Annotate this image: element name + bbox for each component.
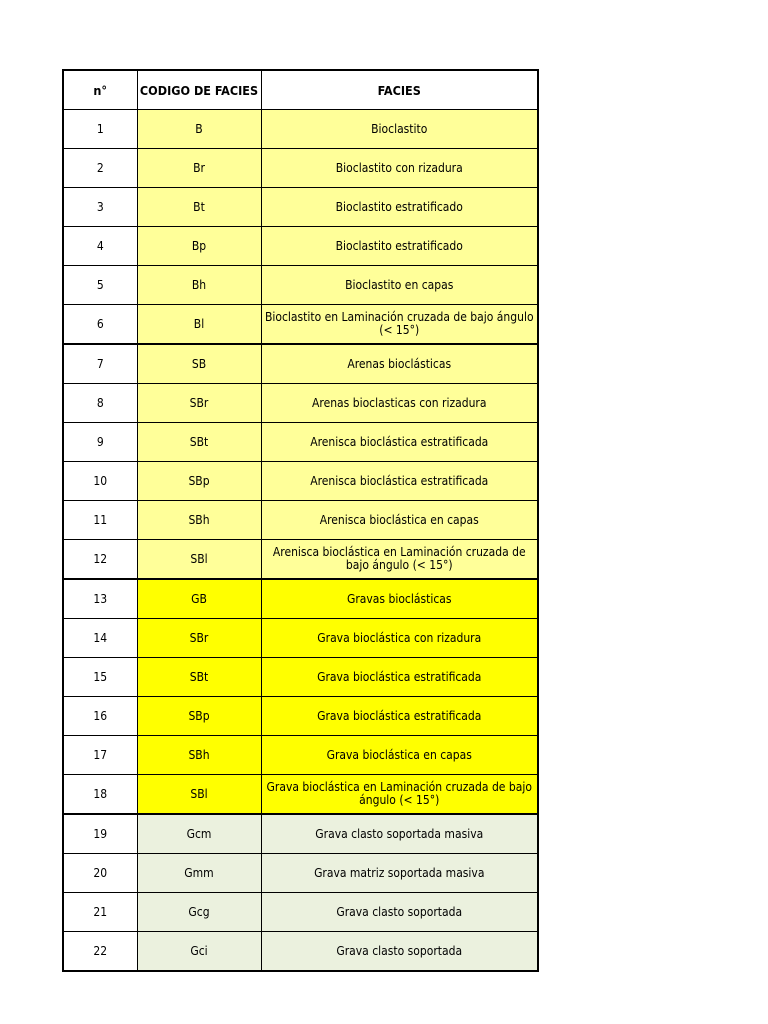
- row-number: 14: [63, 619, 137, 658]
- row-number: 19: [63, 814, 137, 854]
- row-number: 22: [63, 932, 137, 972]
- table-row: [63, 854, 538, 893]
- row-facies-code: Bl: [137, 305, 261, 345]
- row-facies-code: SBp: [137, 697, 261, 736]
- row-number: 16: [63, 697, 137, 736]
- row-number: 4: [63, 227, 137, 266]
- row-facies-name: Bioclastito en capas: [261, 266, 538, 305]
- row-facies-code: SBh: [137, 501, 261, 540]
- row-facies-name: Bioclastito estratificado: [261, 188, 538, 227]
- row-facies-code: Bp: [137, 227, 261, 266]
- table-row: [63, 775, 538, 815]
- row-facies-name: Bioclastito con rizadura: [261, 149, 538, 188]
- row-facies-code: Gci: [137, 932, 261, 972]
- row-facies-code: Bt: [137, 188, 261, 227]
- table-row: [63, 501, 538, 540]
- row-number: 1: [63, 110, 137, 149]
- row-facies-code: SBl: [137, 540, 261, 580]
- row-number: 13: [63, 579, 137, 619]
- table-row: [63, 462, 538, 501]
- row-number: 3: [63, 188, 137, 227]
- row-facies-code: Bh: [137, 266, 261, 305]
- row-facies-code: Br: [137, 149, 261, 188]
- row-number: 18: [63, 775, 137, 815]
- table-row: [63, 423, 538, 462]
- header-number: n°: [63, 70, 137, 110]
- row-facies-name: Grava matriz soportada masiva: [261, 854, 538, 893]
- row-number: 12: [63, 540, 137, 580]
- row-facies-name: Arenisca bioclástica estratificada: [261, 462, 538, 501]
- row-number: 7: [63, 344, 137, 384]
- row-number: 10: [63, 462, 137, 501]
- row-facies-name: Grava bioclástica con rizadura: [261, 619, 538, 658]
- row-facies-name: Gravas bioclásticas: [261, 579, 538, 619]
- row-facies-code: Gmm: [137, 854, 261, 893]
- row-facies-name: Arenas bioclásticas: [261, 344, 538, 384]
- table-row: [63, 893, 538, 932]
- row-facies-name: Grava bioclástica estratificada: [261, 658, 538, 697]
- row-facies-name: Bioclastito en Laminación cruzada de bajo ángulo (< 15°): [261, 305, 538, 345]
- row-facies-name: Grava bioclástica en Laminación cruzada de bajo ángulo (< 15°): [261, 775, 538, 815]
- row-facies-code: SBl: [137, 775, 261, 815]
- row-facies-name: Bioclastito estratificado: [261, 227, 538, 266]
- header-row: [63, 70, 538, 110]
- row-facies-code: B: [137, 110, 261, 149]
- table-row: [63, 932, 538, 972]
- table-row: [63, 697, 538, 736]
- row-facies-name: Arenisca bioclástica en capas: [261, 501, 538, 540]
- row-facies-code: SBr: [137, 384, 261, 423]
- row-facies-name: Grava bioclástica en capas: [261, 736, 538, 775]
- row-facies-name: Arenas bioclasticas con rizadura: [261, 384, 538, 423]
- table-row: [63, 736, 538, 775]
- table-row: [63, 188, 538, 227]
- row-facies-name: Grava clasto soportada: [261, 893, 538, 932]
- table-row: [63, 110, 538, 149]
- table-row: [63, 579, 538, 619]
- row-facies-code: SBh: [137, 736, 261, 775]
- header-facies: FACIES: [261, 70, 538, 110]
- row-number: 21: [63, 893, 137, 932]
- row-number: 9: [63, 423, 137, 462]
- table-row: [63, 384, 538, 423]
- table-row: [63, 658, 538, 697]
- row-facies-code: SBt: [137, 423, 261, 462]
- table-row: [63, 540, 538, 580]
- facies-table-viewport: [62, 69, 538, 958]
- table-row: [63, 227, 538, 266]
- row-number: 15: [63, 658, 137, 697]
- row-number: 20: [63, 854, 137, 893]
- row-number: 8: [63, 384, 137, 423]
- table-row: [63, 305, 538, 345]
- table-row: [63, 814, 538, 854]
- row-facies-code: SB: [137, 344, 261, 384]
- row-facies-name: Arenisca bioclástica en Laminación cruzada de bajo ángulo (< 15°): [261, 540, 538, 580]
- row-number: 2: [63, 149, 137, 188]
- row-facies-code: SBr: [137, 619, 261, 658]
- row-facies-code: SBp: [137, 462, 261, 501]
- row-number: 6: [63, 305, 137, 345]
- header-code: CODIGO DE FACIES: [137, 70, 261, 110]
- row-facies-code: Gcm: [137, 814, 261, 854]
- row-facies-name: Grava clasto soportada: [261, 932, 538, 972]
- row-number: 5: [63, 266, 137, 305]
- facies-table: [62, 69, 539, 972]
- row-facies-code: SBt: [137, 658, 261, 697]
- row-facies-name: Bioclastito: [261, 110, 538, 149]
- table-row: [63, 344, 538, 384]
- row-facies-name: Arenisca bioclástica estratificada: [261, 423, 538, 462]
- table-row: [63, 266, 538, 305]
- row-number: 17: [63, 736, 137, 775]
- row-facies-code: Gcg: [137, 893, 261, 932]
- row-facies-name: Grava clasto soportada masiva: [261, 814, 538, 854]
- table-row: [63, 619, 538, 658]
- row-facies-code: GB: [137, 579, 261, 619]
- row-facies-name: Grava bioclástica estratificada: [261, 697, 538, 736]
- table-row: [63, 149, 538, 188]
- row-number: 11: [63, 501, 137, 540]
